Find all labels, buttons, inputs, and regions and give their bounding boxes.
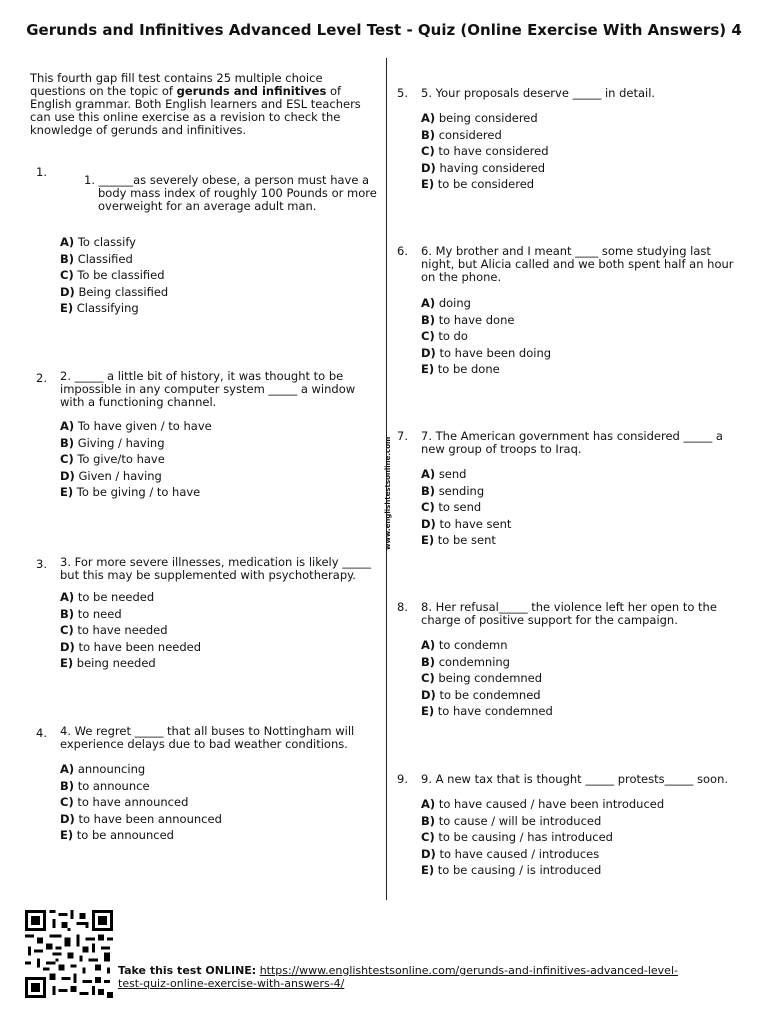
question-number: 2. [36,371,47,385]
option-d[interactable]: D) Given / having [60,468,162,483]
option-c[interactable]: C) to do [421,329,468,343]
option-c[interactable]: C) to be causing / has introduced [421,830,613,844]
option-b[interactable]: B) to have done [421,312,515,327]
option-d[interactable]: D) to be condemned [421,687,541,702]
option-c[interactable]: C) being condemned [421,671,543,685]
question-number: 5. [397,86,408,100]
option-list [60,418,212,501]
question-text: 8. Her refusal_____ the violence left her open to the charge of positive support for the campaign. [421,600,717,627]
option-e[interactable]: E) Classifying [60,301,139,315]
option-list [60,234,168,317]
option-c[interactable]: C) to have announced [60,795,189,809]
option-b[interactable]: B) to need [60,606,122,621]
option-e[interactable]: E) to be causing / is introduced [421,863,602,877]
option-a[interactable]: A) To have given / to have [60,419,212,433]
option-b[interactable]: B) condemning [421,654,510,669]
question-number: 1. [36,165,47,179]
intro-text-bold: gerunds and infinitives [176,84,327,98]
option-a[interactable]: A) send [421,467,467,481]
option-list [60,761,222,844]
option-e[interactable]: E) being needed [60,656,156,670]
option-e[interactable]: E) To be giving / to have [60,485,201,499]
option-b[interactable]: B) to announce [60,778,150,793]
intro-paragraph [30,72,375,137]
option-c[interactable]: C) to have considered [421,144,549,158]
question-number: 3. [36,557,47,571]
option-d[interactable]: D) to have been announced [60,811,222,826]
option-e[interactable]: E) to have condemned [421,704,553,718]
option-d[interactable]: D) to have caused / introduces [421,846,600,861]
option-d[interactable]: D) to have sent [421,516,512,531]
option-d[interactable]: D) having considered [421,160,546,175]
option-a[interactable]: A) doing [421,296,471,310]
option-a[interactable]: A) to have caused / have been introduced [421,797,665,811]
question-text: 6. My brother and I meant ____ some studying last night, but Alicia called and we both spent half an hour on the phone. [421,244,734,284]
option-c[interactable]: C) To give/to have [60,452,165,466]
footer-link[interactable]: https://www.englishtestsonline.com/gerunds-and-infinitives-advanced-level-test-quiz-online-exercise-with-answers-4/ [118,964,678,990]
option-e[interactable]: E) to be done [421,362,500,376]
question-text: 3. For more severe illnesses, medication is likely _____ but this may be supplemented with psychotherapy. [60,555,371,582]
page-title: Gerunds and Infinitives Advanced Level Test - Quiz (Online Exercise With Answers) 4 [26,21,742,39]
footer-note [118,964,678,990]
footer-lead: Take this test ONLINE: [118,964,257,977]
option-e[interactable]: E) to be considered [421,177,535,191]
intro-text-before: This fourth gap fill test contains 25 multiple choice questions on the topic of [30,71,323,98]
option-c[interactable]: C) To be classified [60,268,165,282]
option-list [421,110,549,193]
option-list [421,637,553,720]
question-number: 4. [36,726,47,740]
question-text: 2. _____ a little bit of history, it was thought to be impossible in any computer system _____ a window with a functioning channel. [60,369,356,409]
option-c[interactable]: C) to send [421,500,482,514]
option-list [421,796,664,879]
option-d[interactable]: D) to have been doing [421,345,552,360]
question-number: 8. [397,600,408,614]
option-list [60,589,201,672]
question-text: 4. We regret _____ that all buses to Nottingham will experience delays due to bad weather conditions. [60,724,355,751]
option-b[interactable]: B) Classified [60,251,133,266]
intro-text-after: of English grammar. Both English learners and ESL teachers can use this online exercise as a revision to check the knowledge of gerunds and infinitives. [30,84,361,137]
side-url-watermark: www.englishtestsonline.com [384,436,392,550]
option-a[interactable]: A) to be needed [60,590,155,604]
option-d[interactable]: D) Being classified [60,284,169,299]
option-list [421,466,511,549]
option-e[interactable]: E) to be announced [60,828,174,842]
option-e[interactable]: E) to be sent [421,533,496,547]
option-a[interactable]: A) being considered [421,111,538,125]
question-text: 9. A new tax that is thought _____ protests_____ soon. [421,772,729,786]
question-text: 1. ______as severely obese, a person must have a body mass index of roughly 100 Pounds or more overweight for an average adult man. [84,173,377,213]
option-d[interactable]: D) to have been needed [60,639,202,654]
option-list [421,295,551,378]
question-number: 9. [397,772,408,786]
option-b[interactable]: B) considered [421,127,502,142]
question-text: 7. The American government has considered _____ a new group of troops to Iraq. [421,429,723,456]
option-c[interactable]: C) to have needed [60,623,168,637]
option-a[interactable]: A) to condemn [421,638,508,652]
option-a[interactable]: A) announcing [60,762,146,776]
option-a[interactable]: A) To classify [60,235,136,249]
option-b[interactable]: B) to cause / will be introduced [421,813,602,828]
question-number: 7. [397,429,408,443]
question-text: 5. Your proposals deserve _____ in detail. [421,86,656,100]
qr-code-icon [24,910,114,998]
option-b[interactable]: B) sending [421,483,485,498]
option-b[interactable]: B) Giving / having [60,435,165,450]
question-number: 6. [397,244,408,258]
